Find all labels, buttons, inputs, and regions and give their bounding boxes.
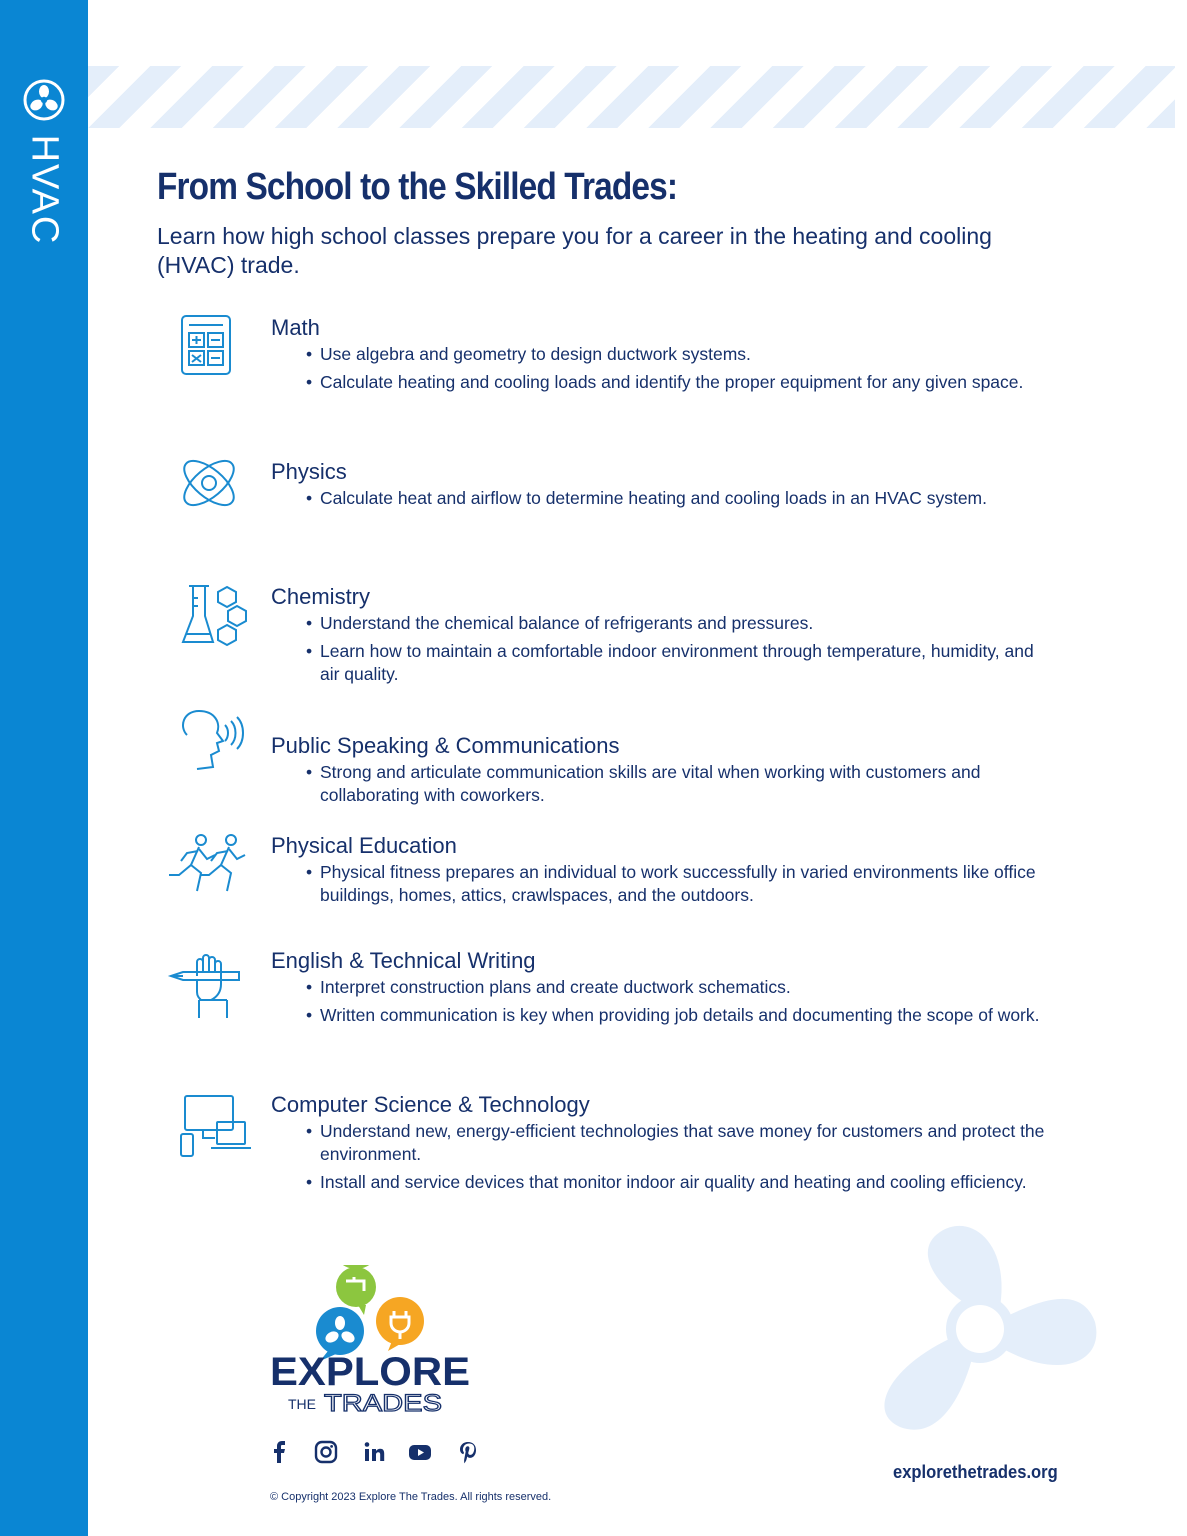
fan-icon [23,79,65,121]
subject-title: Math [271,315,320,340]
logo-text-explore: EXPLORE [270,1350,470,1394]
bullet-item: • Use algebra and geometry to design ductwork systems. [306,343,1046,366]
explore-the-trades-logo [268,1265,478,1413]
atom-icon [165,459,255,531]
linkedin-icon[interactable] [362,1440,386,1464]
bullet-list [306,976,1046,1032]
bullet-item: • Calculate heat and airflow to determine heating and cooling loads in an HVAC system. [306,487,1046,510]
speaking-head-icon [165,707,255,779]
subject-english-writing [165,948,1065,1073]
social-links [268,1440,488,1470]
bullet-list [306,343,1046,399]
calculator-icon [165,315,255,387]
bullet-item: • Calculate heating and cooling loads and identify the proper equipment for any given space. [306,371,1046,394]
bullet-list [306,861,1046,912]
website-link[interactable]: explorethetrades.org [893,1462,1058,1482]
runners-icon [165,833,255,905]
page-subtitle: Learn how high school classes prepare you for a career in the heating and cooling (HVAC) trade. [157,223,992,278]
bullet-item: • Install and service devices that monitor indoor air quality and heating and cooling efficiency. [306,1171,1046,1194]
devices-icon [165,1092,255,1164]
sidebar [0,0,88,1536]
bullet-item: • Understand new, energy-efficient technologies that save money for customers and protect the environment. [306,1120,1046,1166]
sidebar-label: HVAC [23,134,66,246]
subject-public-speaking [165,707,1065,817]
instagram-icon[interactable] [314,1440,338,1464]
subject-title: Public Speaking & Communications [271,733,620,758]
bullet-list [306,761,1046,812]
flask-icon [165,584,255,656]
bullet-item: • Physical fitness prepares an individual to work successfully in varied environments like office buildings, homes, attics, crawlspaces, and the outdoors. [306,861,1046,907]
logo-text-the: THE [288,1396,316,1412]
logo-text-trades: TRADES [324,1390,442,1413]
bullet-list [306,1120,1046,1199]
bullet-item: • Written communication is key when providing job details and documenting the scope of work. [306,1004,1046,1027]
subject-title: Chemistry [271,584,371,609]
facebook-icon[interactable] [268,1440,292,1464]
subject-title: Physical Education [271,833,457,858]
subject-physical-education [165,833,1065,933]
bullet-item: • Understand the chemical balance of refrigerants and pressures. [306,612,1046,635]
youtube-icon[interactable] [408,1440,432,1464]
subject-math [165,315,1065,445]
pinterest-icon[interactable] [456,1440,480,1464]
bullet-item: • Interpret construction plans and create ductwork schematics. [306,976,1046,999]
bullet-item: • Strong and articulate communication skills are vital when working with customers and collaborating with coworkers. [306,761,1046,807]
subject-physics [165,459,1065,559]
subject-title: English & Technical Writing [271,948,536,973]
subject-chemistry [165,584,1065,704]
copyright-text: © Copyright 2023 Explore The Trades. All rights reserved. [270,1491,552,1503]
subject-title: Computer Science & Technology [271,1092,590,1117]
fan-watermark-icon [860,1212,1100,1452]
hand-pencil-icon [165,948,255,1020]
bullet-item: • Learn how to maintain a comfortable indoor environment through temperature, humidity, and air quality. [306,640,1046,686]
subject-title: Physics [271,459,347,484]
bullet-list [306,487,1046,515]
header-stripes [88,66,1175,128]
subject-computer-science [165,1092,1065,1242]
page-title: From School to the Skilled Trades: [157,166,678,208]
bullet-list [306,612,1046,691]
